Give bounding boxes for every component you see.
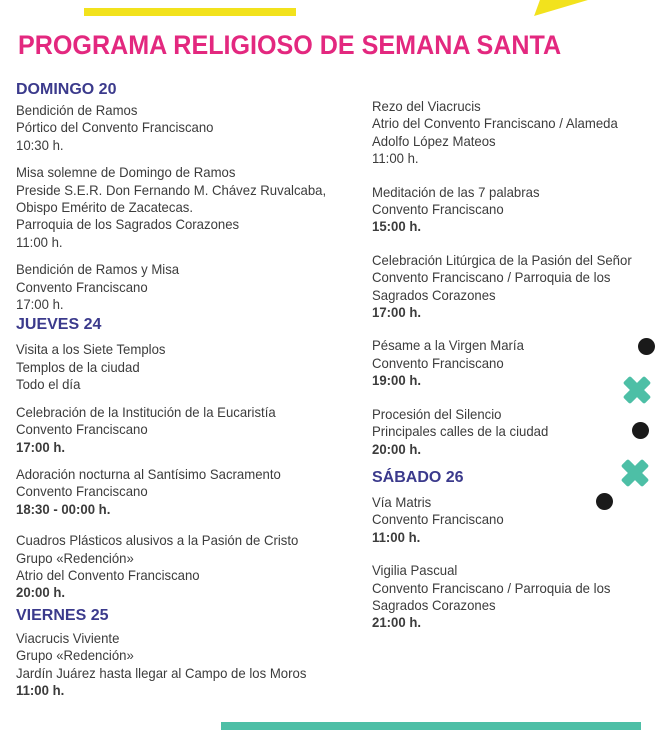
- event-time: 18:30 - 00:00 h.: [16, 500, 111, 517]
- event-location: Convento Franciscano: [372, 511, 504, 528]
- event-time: 11:00 h.: [16, 233, 63, 250]
- event-location: Pórtico del Convento Franciscano: [16, 119, 214, 136]
- schedule-event: [16, 532, 356, 602]
- schedule-left-column: [16, 80, 356, 709]
- page-title: PROGRAMA RELIGIOSO DE SEMANA SANTA: [18, 30, 562, 60]
- event-location: Sagrados Corazones: [372, 286, 496, 303]
- event-location: Principales calles de la ciudad: [372, 423, 549, 440]
- schedule-event: [16, 466, 356, 518]
- event-location: Atrio del Convento Franciscano / Alameda: [372, 115, 618, 132]
- event-detail: Grupo «Redención»: [16, 549, 134, 566]
- day-heading-jueves: JUEVES 24: [16, 316, 102, 334]
- event-time: 20:00 h.: [16, 584, 66, 601]
- event-detail: Preside S.E.R. Don Fernando M. Chávez Ruvalcaba,: [16, 181, 327, 198]
- event-location: Adolfo López Mateos: [372, 132, 496, 149]
- day-heading-sabado: SÁBADO 26: [372, 468, 464, 486]
- event-time: 11:00 h.: [372, 150, 419, 167]
- schedule-event: [372, 337, 652, 389]
- top-yellow-bar: [84, 8, 296, 16]
- event-time: 17:00 h.: [372, 304, 422, 321]
- event-location: Convento Franciscano / Parroquia de los: [372, 579, 611, 596]
- schedule-right-column: [372, 98, 652, 642]
- event-location: Jardín Juárez hasta llegar al Campo de los Moros: [16, 664, 307, 681]
- event-detail: Grupo «Redención»: [16, 647, 134, 664]
- event-title: Visita a los Siete Templos: [16, 341, 166, 358]
- event-title: Misa solemne de Domingo de Ramos: [16, 164, 236, 181]
- event-time: 17:00 h.: [16, 296, 64, 313]
- top-yellow-triangle: [534, 0, 588, 16]
- event-location: Convento Franciscano: [16, 483, 148, 500]
- schedule-event: [372, 562, 652, 632]
- event-time: 20:00 h.: [372, 440, 422, 457]
- event-time: 21:00 h.: [372, 614, 422, 631]
- event-title: Cuadros Plásticos alusivos a la Pasión de Cristo: [16, 532, 299, 549]
- event-location: Atrio del Convento Franciscano: [16, 566, 200, 583]
- event-title: Adoración nocturna al Santísimo Sacramento: [16, 465, 281, 482]
- event-location: Convento Franciscano: [372, 354, 504, 371]
- event-location: Templos de la ciudad: [16, 358, 140, 375]
- event-title: Pésame a la Virgen María: [372, 337, 524, 354]
- event-title: Bendición de Ramos y Misa: [16, 261, 180, 278]
- event-title: Rezo del Viacrucis: [372, 98, 481, 114]
- event-detail: Obispo Emérito de Zacatecas.: [16, 199, 194, 216]
- schedule-event: [16, 404, 356, 456]
- event-title: Vía Matris: [372, 493, 432, 510]
- event-time: 10:30 h.: [16, 136, 64, 153]
- schedule-event: [372, 252, 652, 322]
- event-location: Convento Franciscano: [372, 201, 504, 218]
- schedule-event: [372, 184, 652, 236]
- day-heading-viernes: VIERNES 25: [16, 606, 109, 624]
- event-title: Celebración Litúrgica de la Pasión del Señor: [372, 251, 632, 268]
- schedule-event: [16, 630, 356, 700]
- schedule-event: [372, 406, 652, 458]
- event-title: Celebración de la Institución de la Eucaristía: [16, 403, 276, 420]
- event-time: 11:00 h.: [372, 528, 421, 545]
- event-title: Vigilia Pascual: [372, 562, 458, 579]
- day-heading-domingo: DOMINGO 20: [16, 81, 117, 98]
- schedule-event: [16, 341, 356, 393]
- event-time: 19:00 h.: [372, 372, 422, 389]
- event-location: Convento Franciscano: [16, 421, 148, 438]
- event-time: 11:00 h.: [16, 681, 65, 698]
- schedule-event: [16, 164, 356, 251]
- event-location: Convento Franciscano / Parroquia de los: [372, 269, 611, 286]
- schedule-event: [16, 102, 356, 154]
- schedule-event: [16, 261, 356, 313]
- schedule-event: [372, 494, 652, 546]
- event-title: Viacrucis Viviente: [16, 629, 120, 646]
- bottom-teal-bar: [221, 722, 641, 730]
- event-location: Convento Franciscano: [16, 278, 148, 295]
- schedule-event: [372, 98, 652, 168]
- event-time: 15:00 h.: [372, 218, 422, 235]
- event-title: Meditación de las 7 palabras: [372, 183, 540, 200]
- event-location: Sagrados Corazones: [372, 596, 496, 613]
- event-time: Todo el día: [16, 376, 81, 393]
- event-location: Parroquia de los Sagrados Corazones: [16, 216, 240, 233]
- event-title: Procesión del Silencio: [372, 405, 502, 422]
- event-time: 17:00 h.: [16, 438, 66, 455]
- event-title: Bendición de Ramos: [16, 102, 138, 118]
